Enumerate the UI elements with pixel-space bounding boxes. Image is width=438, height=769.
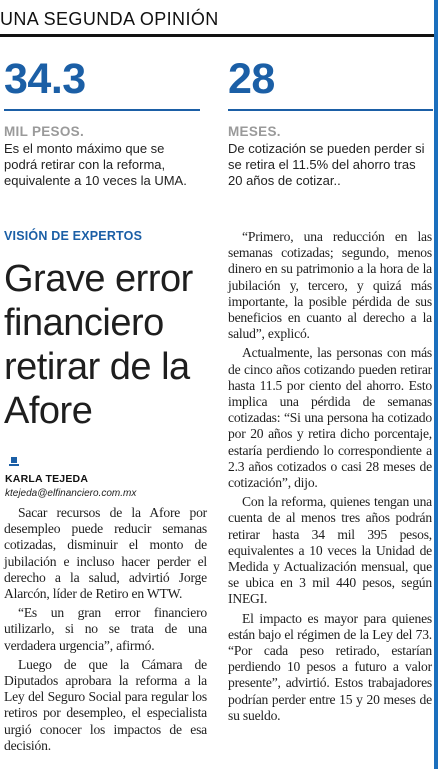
stat-unit: MIL PESOS.	[4, 124, 85, 139]
paragraph: Sacar recursos de la Afore por desempleo puede reducir semanas cotizadas, disminuir el monto de jubilación e incluso hacer perder el derecho a la salud, advirtió Jorge Alarcón, líder de Retiro en WTW.	[4, 505, 207, 602]
paragraph: Actualmente, las personas con más de cinco años cotizando pueden retirar hasta 11.5 por ciento del ahorro. Esto implica una pérdida de semanas cotizadas: “Si una persona ha cotizado por 20 años y retira dicho porcentaje, estaría perdiendo lo correspondiente a 2.3 años cotizados o casi 28 meses de cotización”, dijo.	[228, 345, 432, 491]
article-column-right	[228, 229, 432, 727]
article-column-left	[4, 505, 207, 757]
section-title: UNA SEGUNDA OPINIÓN	[0, 9, 219, 29]
article-headline: Grave error financiero retirar de la Afore	[4, 258, 193, 432]
stat-divider	[4, 109, 200, 111]
paragraph: Con la reforma, quienes tengan una cuenta de al menos tres años podrán retirar hasta 34 mil 395 pesos, equivalentes a 10 veces la Unidad de Medida y Actualización mensual, que se ubica en 3 mil 440 pesos, según INEGI.	[228, 494, 432, 607]
paragraph: “Es un gran error financiero utilizarlo, si no se trata de una verdadera urgencia”, afirmó.	[4, 605, 207, 653]
stat-description: De cotización se pueden perder si se retira el 11.5% del ahorro tras 20 años de cotizar..	[228, 141, 425, 188]
stat-block-months	[228, 55, 433, 189]
stat-number: 28	[228, 55, 275, 103]
section-header	[0, 0, 434, 37]
stat-description: Es el monto máximo que se podrá retirar con la reforma, equivalente a 10 veces la UMA.	[4, 141, 187, 188]
article-kicker: VISIÓN DE EXPERTOS	[4, 229, 143, 243]
paragraph: Luego de que la Cámara de Diputados aprobara la reforma a la Ley del Seguro Social para regular los retiros por desempleo, el especialista urgió conocer los impactos de esa decisión.	[4, 656, 207, 753]
stat-unit: MESES.	[228, 124, 281, 139]
author-name: KARLA TEJEDA	[5, 473, 89, 485]
paragraph: “Primero, una reducción en las semanas cotizadas; segundo, menos dinero en su patrimonio a la hora de la jubilación y, tercero, y quizá más importante, la posible pérdida de sus beneficios en cuanto al derecho a la salud”, explicó.	[228, 229, 432, 342]
stat-divider	[228, 109, 433, 111]
stat-block-amount	[4, 55, 200, 189]
author-email: ktejeda@elfinanciero.com.mx	[5, 488, 137, 499]
stat-number: 34.3	[4, 55, 86, 103]
paragraph: El impacto es mayor para quienes están bajo el régimen de la Ley del 73. “Por cada peso retirado, estarían perdiendo 10 pesos a futuro a valor presente”, advirtió. Estos trabajadores podrían perder entre 15 y 20 meses de su sueldo.	[228, 610, 432, 723]
byline-marker-icon	[9, 457, 19, 469]
accent-side-bar	[434, 0, 438, 769]
